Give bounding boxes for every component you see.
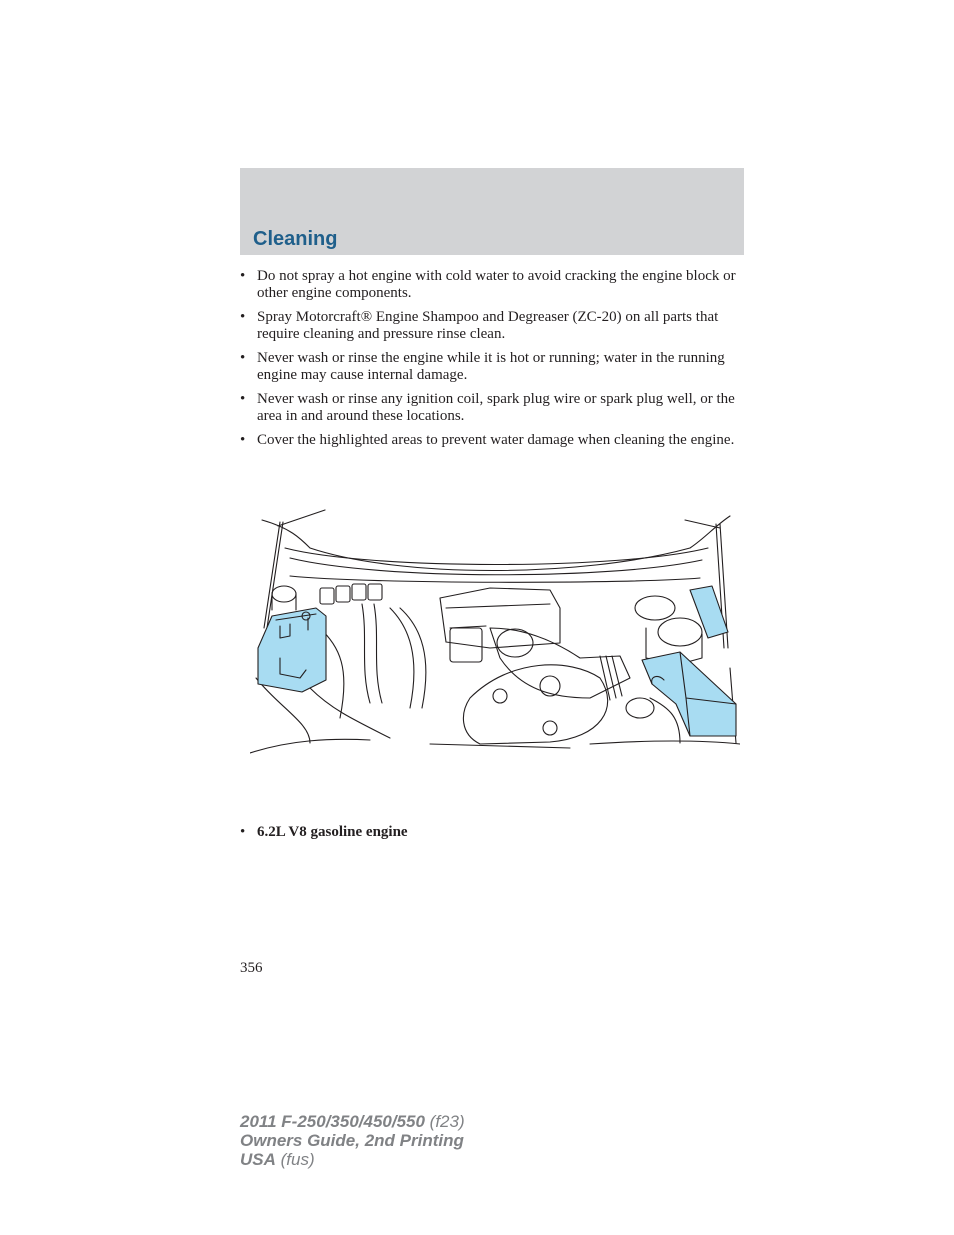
caption-text: 6.2L V8 gasoline engine <box>257 824 408 840</box>
air-filter-box <box>440 588 560 648</box>
bullet-text: Never wash or rinse the engine while it is hot or running; water in the running engine may cause internal damage. <box>257 350 725 383</box>
bullet-dot: • <box>240 309 246 325</box>
bullet-item <box>240 391 744 425</box>
bullet-text: Spray Motorcraft® Engine Shampoo and Degreaser (ZC-20) on all parts that require cleaning and pressure rinse clean. <box>257 309 719 342</box>
section-title: Cleaning <box>253 228 338 250</box>
footer-market-code: (fus) <box>275 1150 315 1169</box>
footer-line-1 <box>240 1112 465 1131</box>
hood-outline <box>262 516 730 571</box>
bullet-text: Do not spray a hot engine with cold water to avoid cracking the engine block or other engine components. <box>257 268 736 301</box>
highlight-right-upper <box>690 586 728 638</box>
bullet-dot: • <box>240 824 246 840</box>
footer-line-2 <box>240 1131 465 1150</box>
bullet-item <box>240 350 744 384</box>
bullet-item <box>240 309 744 343</box>
bullet-dot: • <box>240 391 246 407</box>
bullet-text: Never wash or rinse any ignition coil, spark plug wire or spark plug well, or the area in and around these locations. <box>257 391 735 424</box>
section-header-band <box>240 168 744 255</box>
footer-edition: Owners Guide, 2nd Printing <box>240 1131 464 1150</box>
page-number: 356 <box>240 960 263 976</box>
bullet-dot: • <box>240 350 246 366</box>
bullet-dot: • <box>240 268 246 284</box>
footer-model-code: (f23) <box>424 1112 465 1131</box>
bullet-text: Cover the highlighted areas to prevent water damage when cleaning the engine. <box>257 432 735 448</box>
bullet-dot: • <box>240 432 246 448</box>
engine-cover <box>463 665 607 744</box>
bullet-list <box>240 268 744 456</box>
bullet-item <box>240 268 744 302</box>
footer-model: 2011 F-250/350/450/550 <box>240 1112 425 1131</box>
footer-market: USA <box>240 1150 276 1169</box>
bullet-item <box>240 432 744 449</box>
left-hood-strut <box>264 522 283 628</box>
figure-caption <box>240 824 744 841</box>
footer-line-3 <box>240 1150 465 1169</box>
engine-compartment-illustration <box>250 508 740 758</box>
document-footer <box>240 1112 465 1169</box>
